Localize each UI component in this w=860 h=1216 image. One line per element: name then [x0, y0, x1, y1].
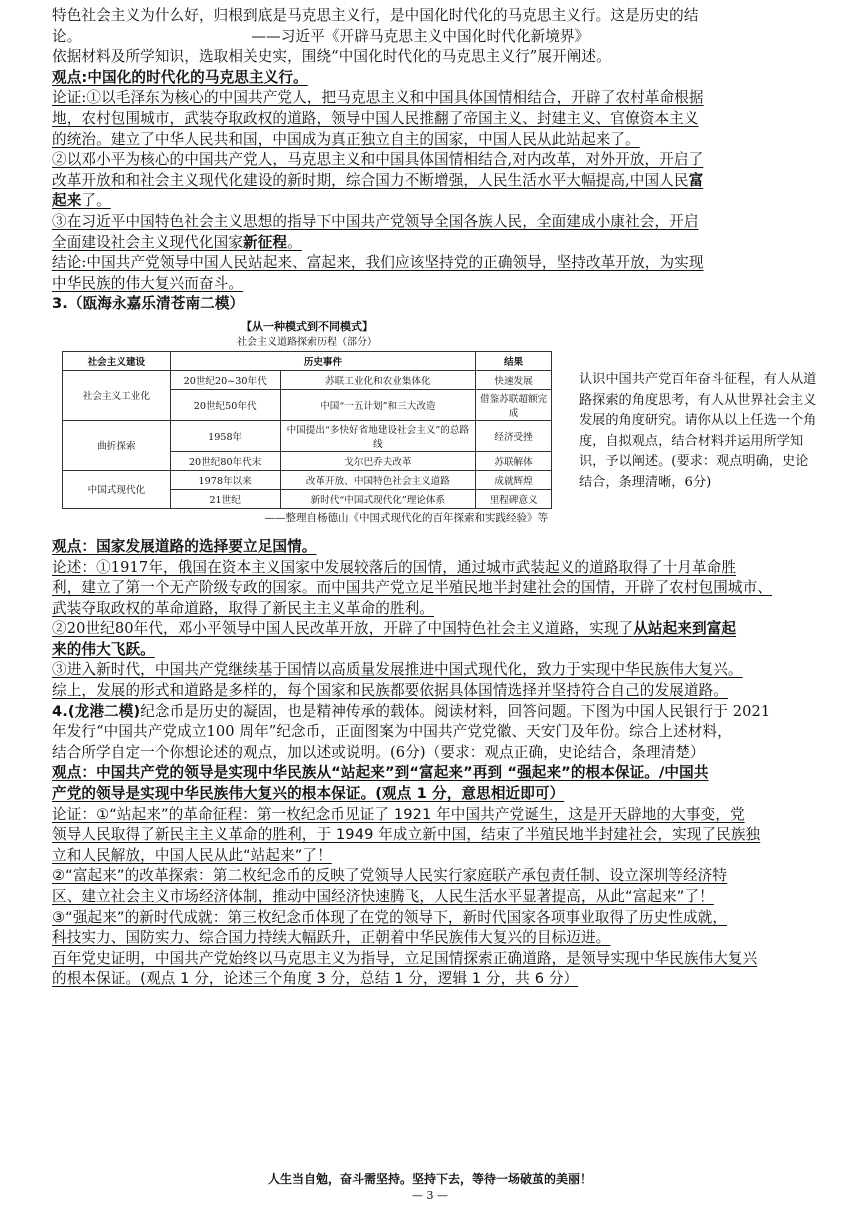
header-cell: 历史事件: [170, 351, 475, 370]
answer-viewpoint: 观点：中国共产党的领导是实现中华民族从“站起来”到“富起来”再到 “强起来”的根本保证。/中国共: [52, 764, 709, 782]
material-text: 特色社会主义为什么好，归根到底是马克思主义行，是中国化时代化的马克思主义行。这是历史的结: [52, 7, 699, 24]
question-prompt: 依据材料及所学知识，选取相关史实，围绕“中国化时代化的马克思主义行”展开阐述。: [52, 48, 611, 66]
table-cell: 20世纪50年代: [170, 389, 280, 420]
answer-conclusion: 百年党史证明，中国共产党始终以马克思主义为指导，立足国情探索正确道路，是领导实现中华民族伟大复兴: [52, 949, 758, 967]
table-cell: 里程碑意义: [476, 489, 552, 508]
material-source: ——习近平《开辟马克思主义中国化时代化新境界》: [251, 27, 590, 45]
table-row: [63, 420, 552, 451]
table-source-note: ——整理自杨德山《中国式现代化的百年探索和实践经验》等: [264, 511, 548, 524]
question-4-prompt: 年发行“中国共产党成立100 周年”纪念币，正面图案为中国共产党党徽、天安门及年份。综合上述材料，: [52, 723, 732, 741]
table-cell: 20世纪80年代末: [170, 451, 280, 470]
table-row: [63, 470, 552, 489]
answer-line: 武装夺取政权的革命道路，取得了新民主主义革命的胜利。: [52, 599, 435, 617]
answer-line: 综上，发展的形式和道路是多样的，每个国家和民族都要依据具体国情选择并坚持符合自己的发展道路。: [52, 682, 728, 700]
table-cell: 1958年: [170, 420, 280, 451]
history-table: [62, 351, 552, 509]
material-text: 论。 ——习近平《开辟马克思主义中国化时代化新境界》: [52, 27, 812, 48]
footer-motto: 人生当自勉，奋斗需坚持。坚持下去，等待一场破茧的美丽！: [267, 1172, 592, 1186]
header-cell: 社会主义建设: [63, 351, 171, 370]
answer-line: 科技实力、国防实力、综合国力持续大幅跃升，正朝着中华民族伟大复兴的目标迈进。: [52, 929, 611, 947]
answer-conclusion: 结论:中国共产党领导中国人民站起来、富起来，我们应该坚持党的正确领导，坚持改革开放，为实现: [52, 254, 704, 272]
document-page: [52, 6, 817, 990]
answer-conclusion: 中华民族的伟大复兴而奋斗。: [52, 274, 244, 292]
table-cell: 借鉴苏联超额完成: [476, 389, 552, 420]
question-3-prompt: 认识中国共产党百年奋斗征程，有人从道路探索的角度思考，有人从世界社会主义发展的角度研究。请你从以上任选一个角度，自拟观点，结合材料并运用所学知识，予以阐述。(要求：观点明确，史论结合，条理清晰，6分): [579, 371, 817, 490]
answer-viewpoint: 观点:中国化的时代化的马克思主义行。: [52, 68, 308, 86]
answer-line: 立和人民解放，中国人民从此“站起来”了！: [52, 846, 332, 864]
answer-line: ②以邓小平为核心的中国共产党人，马克思主义和中国具体国情相结合,对内改革，对外开放，开启了: [52, 151, 704, 169]
answer-line: ③进入新时代，中国共产党继续基于国情以高质量发展推进中国式现代化，致力于实现中华民族伟大复兴。: [52, 661, 743, 679]
answer-line: 来的伟大飞跃。: [52, 640, 155, 658]
table-cell: 21世纪: [170, 489, 280, 508]
answer-viewpoint: 产党的领导是实现中华民族伟大复兴的根本保证。(观点 1 分，意思相近即可）: [52, 785, 565, 803]
header-cell: 结果: [476, 351, 552, 370]
group-cell: 社会主义工业化: [63, 370, 171, 420]
answer-line: 全面建设社会主义现代化国家新征程。: [52, 233, 302, 251]
answer-line: ②20世纪80年代，邓小平领导中国人民改革开放，开辟了中国特色社会主义道路，实现了从站起来到富起: [52, 620, 737, 638]
answer-line: 的统治。建立了中华人民共和国，中国成为真正独立自主的国家，中国人民从此站起来了。: [52, 130, 640, 148]
history-table-block: [62, 319, 552, 525]
answer-line: 起来了。: [52, 192, 111, 210]
answer-line: 地，农村包围城市，武装夺取政权的道路，领导中国人民推翻了帝国主义、封建主义、官僚资本主义: [52, 109, 699, 127]
answer-line: 论述：①1917年，俄国在资本主义国家中发展较落后的国情，通过城市武装起义的道路取得了十月革命胜: [52, 558, 737, 576]
question-4-prompt: 结合所学自定一个你想论述的观点，加以述或说明。(6分)（要求：观点正确，史论结合，条理清楚）: [52, 743, 705, 761]
answer-line: 论证：①“站起来”的革命征程：第一枚纪念币见证了 1921 年中国共产党诞生，这是开天辟地的大事变，党: [52, 805, 745, 823]
question-4-prompt: 4.(龙港二模)纪念币是历史的凝固，也是精神传承的载体。阅读材料，回答问题。下图为中国人民银行于 2021: [52, 702, 771, 720]
page-number: — 3 —: [412, 1189, 448, 1202]
table-cell: 中国提出“多快好省地建设社会主义”的总路线: [280, 420, 476, 451]
question-3-title: 3.（瓯海永嘉乐清苍南二模）: [52, 295, 245, 313]
answer-line: 改革开放和和社会主义现代化建设的新时期，综合国力不断增强，人民生活水平大幅提高,中国人民富: [52, 171, 704, 189]
table-cell: 成就辉煌: [476, 470, 552, 489]
group-cell: 曲折探索: [63, 420, 171, 470]
table-cell: 新时代“中国式现代化”理论体系: [280, 489, 476, 508]
answer-line: ③在习近平中国特色社会主义思想的指导下中国共产党领导全国各族人民，全面建成小康社会，开启: [52, 212, 699, 230]
table-cell: 快速发展: [476, 370, 552, 389]
answer-line: ②“富起来”的改革探索：第二枚纪念币的反映了党领导人民实行家庭联产承包责任制、设立深圳等经济特: [52, 867, 728, 885]
table-cell: 戈尔巴乔夫改革: [280, 451, 476, 470]
table-title: 【从一种模式到不同模式】: [241, 319, 373, 333]
table-row: [63, 370, 552, 389]
question-3-material: [52, 319, 817, 537]
answer-line: 领导人民取得了新民主主义革命的胜利，于 1949 年成立新中国，结束了半殖民地半封建社会，实现了民族独: [52, 826, 761, 844]
table-cell: 苏联工业化和农业集体化: [280, 370, 476, 389]
table-cell: 苏联解体: [476, 451, 552, 470]
table-cell: 1978年以来: [170, 470, 280, 489]
answer-line: 论证:①以毛泽东为核心的中国共产党人，把马克思主义和中国具体国情相结合，开辟了农村革命根据: [52, 89, 704, 107]
table-subtitle: 社会主义道路探索历程（部分）: [237, 336, 377, 348]
table-cell: 20世纪20~30年代: [170, 370, 280, 389]
table-header-row: [63, 351, 552, 370]
table-cell: 改革开放、中国特色社会主义道路: [280, 470, 476, 489]
answer-line: 利，建立了第一个无产阶级专政的国家。而中国共产党立足半殖民地半封建社会的国情，开辟了农村包围城市、: [52, 579, 772, 597]
table-cell: 中国“一五计划”和三大改造: [280, 389, 476, 420]
answer-conclusion: 的根本保证。(观点 1 分，论述三个角度 3 分，总结 1 分，逻辑 1 分，共 6 分）: [52, 970, 579, 988]
table-cell: 经济受挫: [476, 420, 552, 451]
answer-viewpoint: 观点：国家发展道路的选择要立足国情。: [52, 537, 317, 555]
answer-line: ③“强起来”的新时代成就：第三枚纪念币体现了在党的领导下，新时代国家各项事业取得了历史性成就，: [52, 908, 728, 926]
group-cell: 中国式现代化: [63, 470, 171, 508]
answer-line: 区、建立社会主义市场经济体制，推动中国经济快速腾飞，人民生活水平显著提高，从此“富起来”了！: [52, 888, 714, 905]
